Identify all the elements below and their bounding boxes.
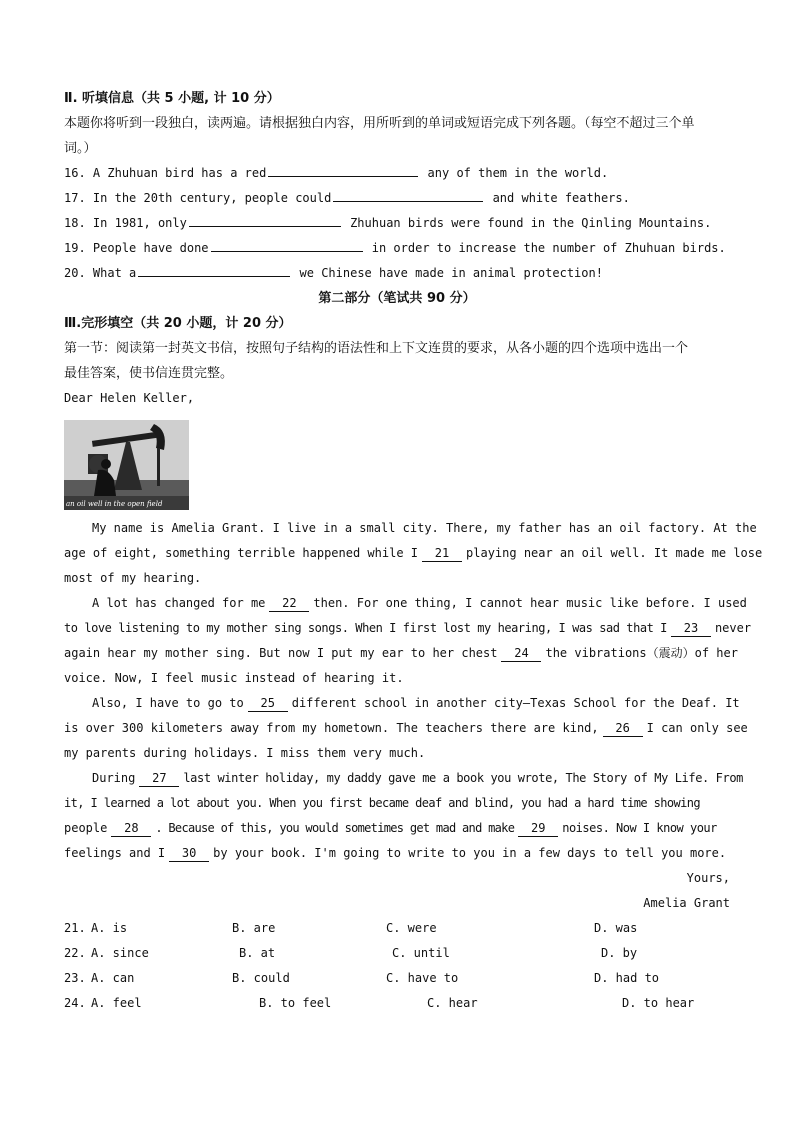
option-23-a[interactable]: A. can (91, 971, 135, 985)
letter-paragraph-2-line: again hear my mother sing. But now I put my ear to her chest 24 the vibrations（震动）of her (64, 646, 738, 660)
question-17: 17. In the 20th century, people could and white feathers. (64, 186, 630, 211)
section2-instruction: 本题你将听到一段独白，读两遍。请根据独白内容，用所听到的单词或短语完成下列各题。（每空不超过三个单 (64, 116, 695, 131)
option-22-c[interactable]: C. until (392, 946, 450, 960)
option-24-c[interactable]: C. hear (427, 996, 478, 1010)
options-row-23: 23. A. can B. could C. have to D. had to (64, 966, 730, 991)
answer-blank-17[interactable] (333, 187, 483, 202)
part2-title: 第二部分（笔试共 90 分） (318, 291, 476, 306)
section3-instruction: 第一节：阅读第一封英文书信，按照句子结构的语法性和上下文连贯的要求，从各小题的四个选项中选出一个 (64, 341, 689, 356)
cloze-blank-26[interactable]: 26 (603, 720, 643, 737)
cloze-blank-30[interactable]: 30 (169, 845, 209, 862)
option-21-a[interactable]: A. is (91, 921, 128, 935)
options-row-22: 22. A. since B. at C. until D. by (64, 941, 730, 966)
option-22-d[interactable]: D. by (601, 946, 638, 960)
cloze-blank-24[interactable]: 24 (501, 645, 541, 662)
letter-closing: Yours, (686, 871, 730, 885)
answer-blank-16[interactable] (268, 162, 418, 177)
option-22-b[interactable]: B. at (239, 946, 276, 960)
letter-paragraph-1-line: most of my hearing. (64, 571, 202, 585)
cloze-blank-23[interactable]: 23 (671, 620, 711, 637)
letter-paragraph-2: A lot has changed for me 22 then. For one thing, I cannot hear music like before. I used (92, 596, 747, 610)
cloze-blank-27[interactable]: 27 (139, 770, 179, 787)
question-19: 19. People have done in order to increase the number of Zhuhuan birds. (64, 236, 726, 261)
section2-instruction-cont: 词。） (64, 141, 97, 156)
options-row-24: 24. A. feel B. to feel C. hear D. to hear (64, 991, 730, 1016)
answer-blank-19[interactable] (211, 237, 363, 252)
cloze-blank-22[interactable]: 22 (269, 595, 309, 612)
letter-paragraph-4: During 27 last winter holiday, my daddy gave me a book you wrote, The Story of My Life. From (92, 771, 743, 785)
option-22-a[interactable]: A. since (91, 946, 149, 960)
section3-heading: Ⅲ.完形填空（共 20 小题，计 20 分） (64, 316, 292, 331)
letter-signature: Amelia Grant (643, 896, 730, 910)
option-23-d[interactable]: D. had to (594, 971, 660, 985)
letter-paragraph-2-line: to love listening to my mother sing songs. When I first lost my hearing, I was sad that I 23 never (64, 621, 752, 635)
section3-instruction-cont: 最佳答案，使书信连贯完整。 (64, 366, 234, 381)
photo-caption: an oil well in the open field (66, 500, 163, 508)
answer-blank-18[interactable] (189, 212, 341, 227)
option-24-d[interactable]: D. to hear (622, 996, 695, 1010)
letter-paragraph-3-line: is over 300 kilometers away from my hometown. The teachers there are kind, 26 I can only see (64, 721, 748, 735)
cloze-blank-29[interactable]: 29 (518, 820, 558, 837)
letter-paragraph-3: Also, I have to go to 25 different school in another city—Texas School for the Deaf. It (92, 696, 740, 710)
letter-paragraph-4-line: it, I learned a lot about you. When you first became deaf and blind, you had a hard time showing (64, 796, 700, 810)
question-20: 20. What a we Chinese have made in animal protection! (64, 261, 603, 286)
cloze-blank-21[interactable]: 21 (422, 545, 462, 562)
section2-heading: Ⅱ. 听填信息（共 5 小题, 计 10 分） (64, 91, 280, 106)
answer-blank-20[interactable] (138, 262, 290, 277)
letter-paragraph-2-line: voice. Now, I feel music instead of hearing it. (64, 671, 404, 685)
letter-greeting: Dear Helen Keller, (64, 391, 195, 405)
letter-paragraph-4-line: feelings and I 30 by your book. I'm going to write to you in a few days to tell you more. (64, 846, 727, 860)
option-24-a[interactable]: A. feel (91, 996, 142, 1010)
letter-paragraph-4-line: people 28 . Because of this, you would sometimes get mad and make 29 noises. Now I know your (64, 821, 717, 835)
question-16: 16. A Zhuhuan bird has a red any of them in the world. (64, 161, 608, 186)
oil-pump-illustration (64, 420, 189, 510)
option-23-c[interactable]: C. have to (386, 971, 459, 985)
option-21-d[interactable]: D. was (594, 921, 638, 935)
letter-paragraph-1: My name is Amelia Grant. I live in a small city. There, my father has an oil factory. At the (92, 521, 757, 535)
option-24-b[interactable]: B. to feel (259, 996, 332, 1010)
option-21-c[interactable]: C. were (386, 921, 437, 935)
question-18: 18. In 1981, only Zhuhuan birds were found in the Qinling Mountains. (64, 211, 711, 236)
options-row-21: 21. A. is B. are C. were D. was (64, 916, 730, 941)
letter-paragraph-1-line: age of eight, something terrible happened while I 21 playing near an oil well. It made me lose (64, 546, 763, 560)
cloze-blank-25[interactable]: 25 (248, 695, 288, 712)
letter-paragraph-3-line: my parents during holidays. I miss them very much. (64, 746, 426, 760)
option-21-b[interactable]: B. are (232, 921, 276, 935)
option-23-b[interactable]: B. could (232, 971, 290, 985)
cloze-blank-28[interactable]: 28 (111, 820, 151, 837)
oil-well-photo (64, 420, 189, 510)
